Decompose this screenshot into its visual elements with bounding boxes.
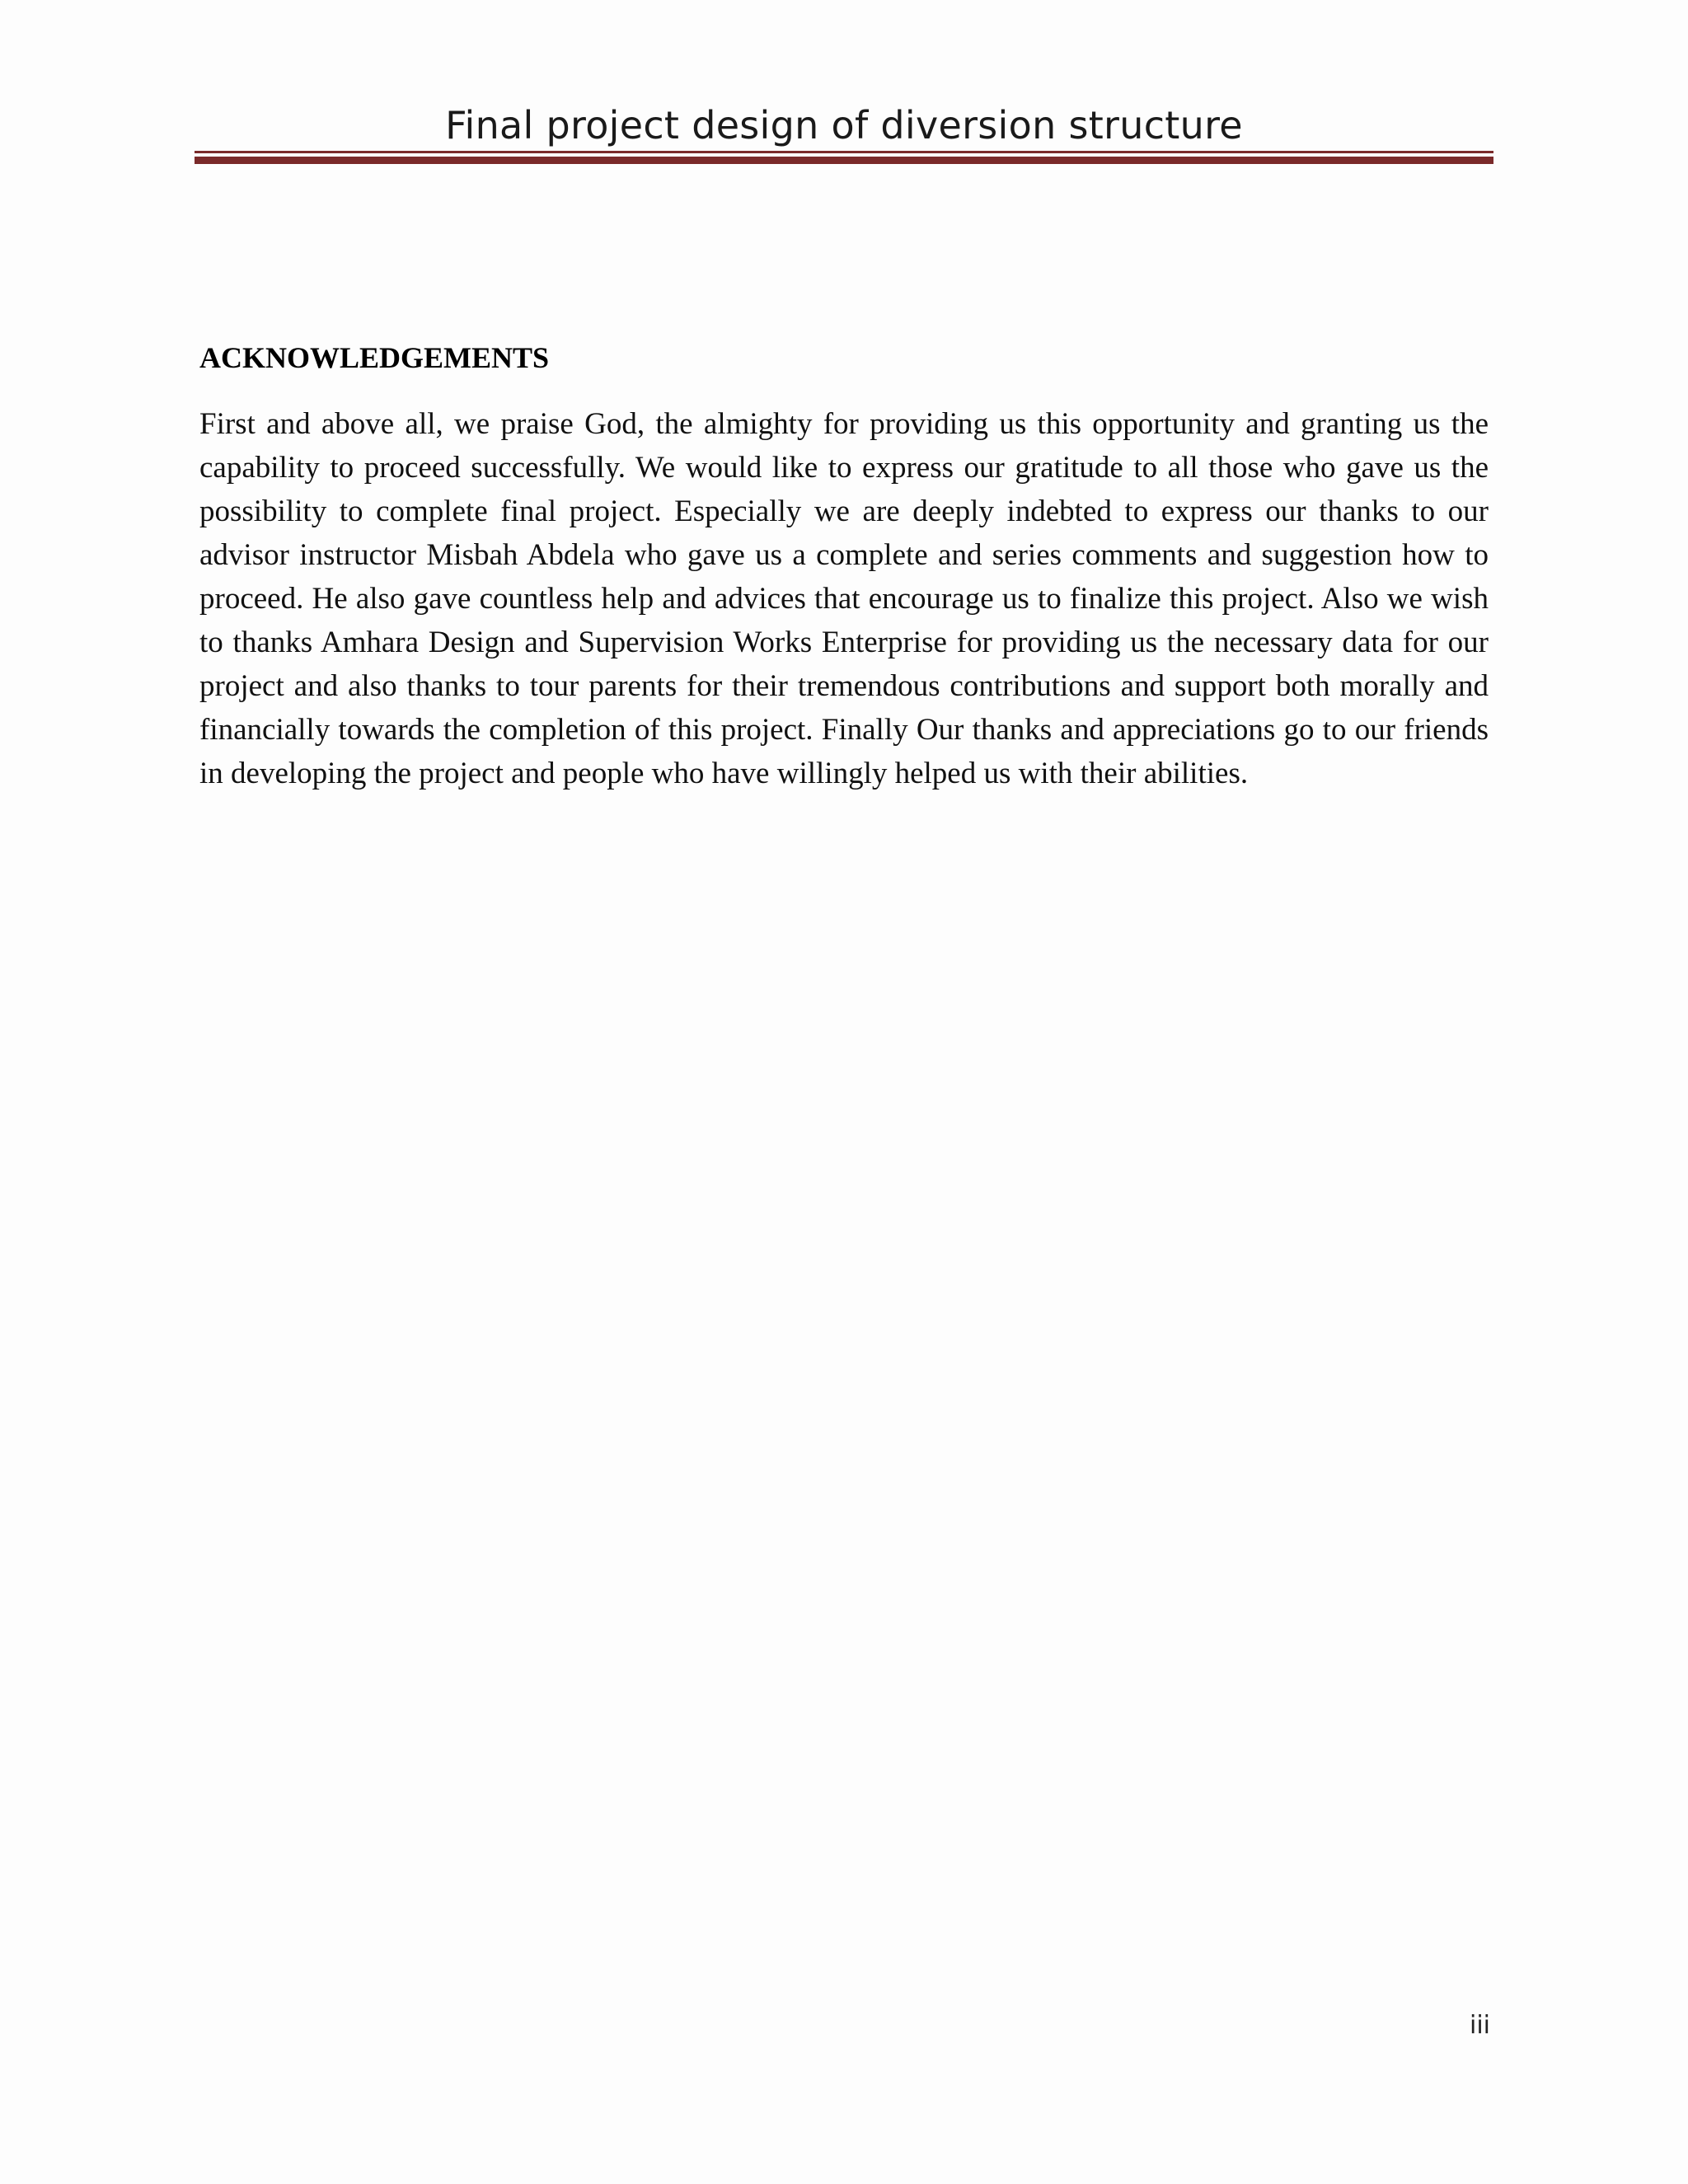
page-number: iii	[1469, 2011, 1490, 2040]
running-header-title: Final project design of diversion structure	[445, 103, 1243, 148]
page-content	[199, 333, 1489, 795]
acknowledgements-paragraph: First and above all, we praise God, the almighty for providing us this opportunity and granting us the capability to proceed successfully. We would like to express our gratitude to all those who gave us the possibility to complete final project. Especially we are deeply indebted to express our thanks to our advisor instructor Misbah Abdela who gave us a complete and series comments and suggestion how to proceed. He also gave countless help and advices that encourage us to finalize this project. Also we wish to thanks Amhara Design and Supervision Works Enterprise for providing us the necessary data for our project and also thanks to tour parents for their tremendous contributions and support both morally and financially towards the completion of this project. Finally Our thanks and appreciations go to our friends in developing the project and people who have willingly helped us with their abilities.	[199, 407, 1489, 790]
section-heading: ACKNOWLEDGEMENTS	[199, 341, 550, 374]
header-rule-thin	[195, 151, 1493, 153]
header-rule-thick	[195, 157, 1493, 164]
